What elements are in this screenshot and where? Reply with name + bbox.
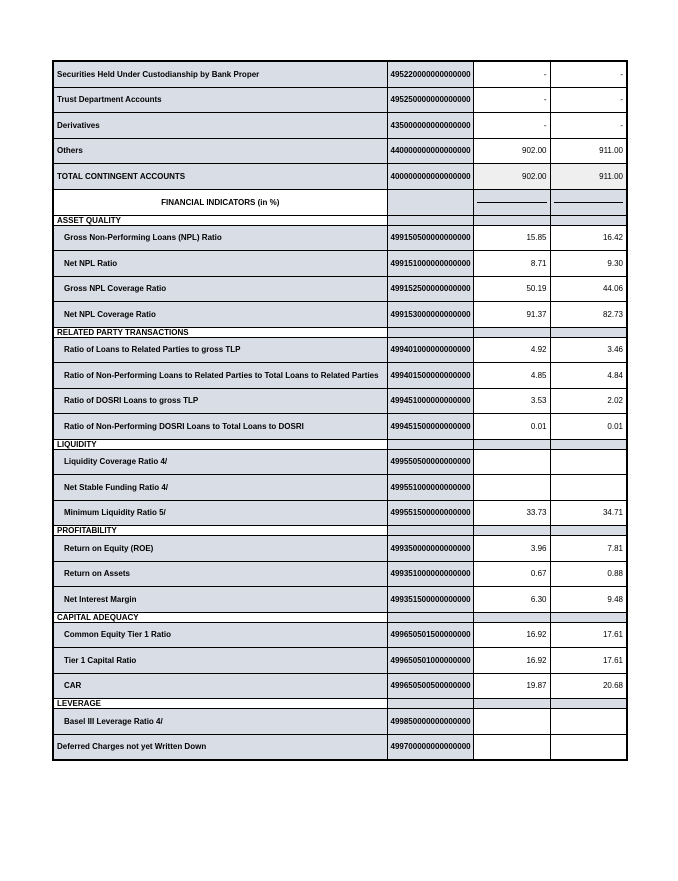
row-code: 499151000000000000	[387, 251, 473, 277]
section-row	[53, 215, 627, 225]
section-value-cell	[473, 612, 550, 622]
indicators-header-row	[53, 189, 627, 215]
row-label: Ratio of Non-Performing DOSRI Loans to Total Loans to DOSRI	[53, 414, 387, 440]
section-code-cell	[387, 215, 473, 225]
section-value-cell	[550, 215, 627, 225]
row-value-1: 4.92	[473, 337, 550, 363]
row-value-2: 17.61	[550, 648, 627, 674]
table-row	[53, 500, 627, 526]
row-label: Gross NPL Coverage Ratio	[53, 276, 387, 302]
row-label: Gross Non-Performing Loans (NPL) Ratio	[53, 225, 387, 251]
section-code-cell	[387, 612, 473, 622]
row-label: Derivatives	[53, 113, 387, 139]
row-label: Deferred Charges not yet Written Down	[53, 734, 387, 760]
row-value-2: -	[550, 113, 627, 139]
row-code: 499850000000000000	[387, 709, 473, 735]
row-value-2: 2.02	[550, 388, 627, 414]
section-row	[53, 439, 627, 449]
row-label: Tier 1 Capital Ratio	[53, 648, 387, 674]
header-value-cell-1	[473, 189, 550, 215]
row-code: 499351000000000000	[387, 561, 473, 587]
row-value-2: 0.01	[550, 414, 627, 440]
row-value-2	[550, 709, 627, 735]
row-code: 499401000000000000	[387, 337, 473, 363]
row-value-1	[473, 449, 550, 475]
table-row	[53, 709, 627, 735]
table-row	[53, 536, 627, 562]
row-value-2: 0.88	[550, 561, 627, 587]
row-value-2: 44.06	[550, 276, 627, 302]
table-row	[53, 388, 627, 414]
row-value-2: -	[550, 61, 627, 87]
section-liquidity: LIQUIDITY	[53, 439, 387, 449]
table-row	[53, 302, 627, 328]
section-row	[53, 526, 627, 536]
row-value-1	[473, 734, 550, 760]
table-row	[53, 251, 627, 277]
section-code-cell	[387, 526, 473, 536]
row-code: 495250000000000000	[387, 87, 473, 113]
row-code: 499150500000000000	[387, 225, 473, 251]
row-code: 499650500500000000	[387, 673, 473, 699]
row-value-2: -	[550, 87, 627, 113]
row-label: Common Equity Tier 1 Ratio	[53, 622, 387, 648]
table-row	[53, 622, 627, 648]
table-row	[53, 337, 627, 363]
header-value-cell-2	[550, 189, 627, 215]
section-code-cell	[387, 699, 473, 709]
row-code: 499152500000000000	[387, 276, 473, 302]
section-leverage: LEVERAGE	[53, 699, 387, 709]
row-value-1: -	[473, 113, 550, 139]
section-related-party: RELATED PARTY TRANSACTIONS	[53, 327, 387, 337]
row-label: Net Stable Funding Ratio 4/	[53, 475, 387, 501]
section-code-cell	[387, 327, 473, 337]
section-value-cell	[473, 699, 550, 709]
row-value-2: 20.68	[550, 673, 627, 699]
table-row	[53, 734, 627, 760]
section-code-cell	[387, 439, 473, 449]
row-value-2: 17.61	[550, 622, 627, 648]
row-value-1: 3.96	[473, 536, 550, 562]
row-value-1: 0.01	[473, 414, 550, 440]
section-capital-adequacy: CAPITAL ADEQUACY	[53, 612, 387, 622]
row-value-1: -	[473, 87, 550, 113]
row-label: Net NPL Coverage Ratio	[53, 302, 387, 328]
financial-report-table	[52, 60, 628, 761]
row-label: Ratio of Non-Performing Loans to Related Parties to Total Loans to Related Parties	[53, 363, 387, 389]
table-row	[53, 276, 627, 302]
row-value-1: 8.71	[473, 251, 550, 277]
row-value-1: 19.87	[473, 673, 550, 699]
row-code: 499350000000000000	[387, 536, 473, 562]
total-code: 400000000000000000	[387, 164, 473, 190]
row-label: Ratio of Loans to Related Parties to gross TLP	[53, 337, 387, 363]
section-row	[53, 699, 627, 709]
row-code: 495220000000000000	[387, 61, 473, 87]
row-value-2: 16.42	[550, 225, 627, 251]
row-label: Ratio of DOSRI Loans to gross TLP	[53, 388, 387, 414]
row-label: Basel III Leverage Ratio 4/	[53, 709, 387, 735]
section-value-cell	[473, 439, 550, 449]
table-row	[53, 449, 627, 475]
row-label: Liquidity Coverage Ratio 4/	[53, 449, 387, 475]
row-label: CAR	[53, 673, 387, 699]
row-value-1: 16.92	[473, 648, 550, 674]
section-asset-quality: ASSET QUALITY	[53, 215, 387, 225]
row-value-2: 9.48	[550, 587, 627, 613]
section-value-cell	[473, 526, 550, 536]
row-value-1: 6.30	[473, 587, 550, 613]
section-row	[53, 612, 627, 622]
row-value-2: 4.84	[550, 363, 627, 389]
table-row	[53, 561, 627, 587]
row-value-1: 16.92	[473, 622, 550, 648]
row-code: 499551000000000000	[387, 475, 473, 501]
section-value-cell	[550, 699, 627, 709]
table-row	[53, 475, 627, 501]
section-value-cell	[550, 526, 627, 536]
row-value-1: 91.37	[473, 302, 550, 328]
header-code-cell	[387, 189, 473, 215]
total-label: TOTAL CONTINGENT ACCOUNTS	[53, 164, 387, 190]
row-value-1: 33.73	[473, 500, 550, 526]
table-row	[53, 61, 627, 87]
row-label: Net NPL Ratio	[53, 251, 387, 277]
row-label: Return on Equity (ROE)	[53, 536, 387, 562]
row-code: 499351500000000000	[387, 587, 473, 613]
table-row	[53, 673, 627, 699]
row-value-2	[550, 475, 627, 501]
row-code: 499401500000000000	[387, 363, 473, 389]
row-value-2: 7.81	[550, 536, 627, 562]
row-label: Net Interest Margin	[53, 587, 387, 613]
section-value-cell	[550, 439, 627, 449]
row-label: Minimum Liquidity Ratio 5/	[53, 500, 387, 526]
row-value-1: -	[473, 61, 550, 87]
section-value-cell	[473, 327, 550, 337]
row-code: 499153000000000000	[387, 302, 473, 328]
row-code: 435000000000000000	[387, 113, 473, 139]
table-row	[53, 587, 627, 613]
row-label: Return on Assets	[53, 561, 387, 587]
total-value-1: 902.00	[473, 164, 550, 190]
row-label: Trust Department Accounts	[53, 87, 387, 113]
total-value-2: 911.00	[550, 164, 627, 190]
row-label: Securities Held Under Custodianship by Bank Proper	[53, 61, 387, 87]
row-label: Others	[53, 138, 387, 164]
row-value-2: 3.46	[550, 337, 627, 363]
row-code: 499451500000000000	[387, 414, 473, 440]
row-value-2: 82.73	[550, 302, 627, 328]
section-row	[53, 327, 627, 337]
table-row	[53, 138, 627, 164]
row-value-1: 902.00	[473, 138, 550, 164]
indicators-header: FINANCIAL INDICATORS (in %)	[53, 189, 387, 215]
row-code: 499551500000000000	[387, 500, 473, 526]
row-value-2	[550, 449, 627, 475]
row-value-2	[550, 734, 627, 760]
row-code: 499451000000000000	[387, 388, 473, 414]
total-row	[53, 164, 627, 190]
table-row	[53, 414, 627, 440]
row-value-1: 4.85	[473, 363, 550, 389]
row-value-1: 3.53	[473, 388, 550, 414]
row-code: 499550500000000000	[387, 449, 473, 475]
table-row	[53, 113, 627, 139]
row-value-2: 9.30	[550, 251, 627, 277]
row-code: 440000000000000000	[387, 138, 473, 164]
row-value-1: 15.85	[473, 225, 550, 251]
row-value-2: 911.00	[550, 138, 627, 164]
table-row	[53, 225, 627, 251]
section-value-cell	[550, 612, 627, 622]
section-value-cell	[550, 327, 627, 337]
table-row	[53, 87, 627, 113]
section-profitability: PROFITABILITY	[53, 526, 387, 536]
table-row	[53, 648, 627, 674]
row-value-1	[473, 475, 550, 501]
row-value-1: 0.67	[473, 561, 550, 587]
table-row	[53, 363, 627, 389]
row-code: 499650501500000000	[387, 622, 473, 648]
section-value-cell	[473, 215, 550, 225]
row-value-1	[473, 709, 550, 735]
row-value-1: 50.19	[473, 276, 550, 302]
row-value-2: 34.71	[550, 500, 627, 526]
row-code: 499700000000000000	[387, 734, 473, 760]
row-code: 499650501000000000	[387, 648, 473, 674]
